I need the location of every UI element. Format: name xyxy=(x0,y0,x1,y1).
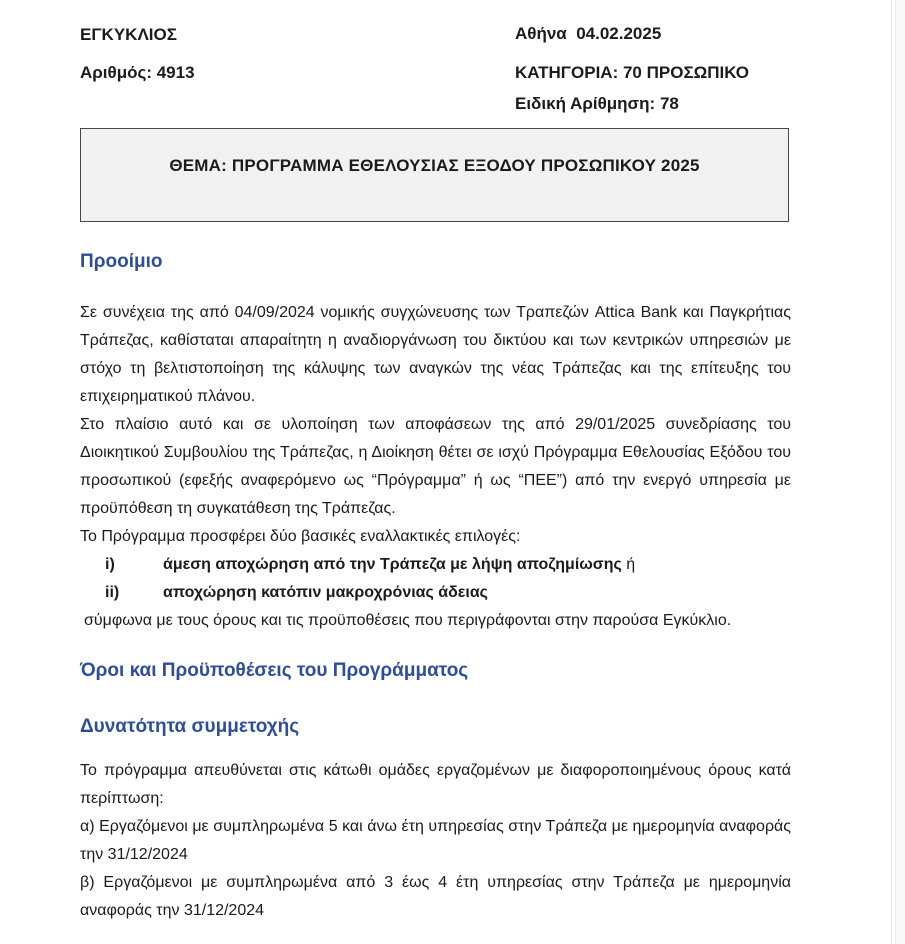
subject-box xyxy=(80,128,789,222)
scrollbar-track[interactable] xyxy=(895,0,905,944)
eligibility-item-b: β) Εργαζόμενοι με συμπληρωμένα από 3 έως 4 έτη υπηρεσίας στην Τράπεζα με ημερομηνία αναφοράς την 31/12/2024 xyxy=(80,874,791,919)
preamble-body xyxy=(80,299,791,635)
eligibility-item-a: α) Εργαζόμενοι με συμπληρωμένα 5 και άνω έτη υπηρεσίας στην Τράπεζα με ημερομηνία αναφοράς την 31/12/2024 xyxy=(80,818,791,863)
option-text: άμεση αποχώρηση από την Τράπεζα με λήψη αποζημίωσης ή xyxy=(163,556,636,573)
option-text: αποχώρηση κατόπιν μακροχρόνιας άδειας xyxy=(163,584,488,601)
preamble-paragraph-1: Σε συνέχεια της από 04/09/2024 νομικής συγχώνευσης των Τραπεζών Attica Bank και Παγκρήτιας Τράπεζας, καθίσταται απαραίτητη η αναδιοργάνωση του δικτύου και των κεντρικών υπηρεσιών με στόχο τη βελτιστοποίηση της κάλυψης των αναγκών της νέας Τράπεζας και της επίτευξης του επιχειρηματικού πλάνου. xyxy=(80,304,791,405)
section-heading-preamble: Προοίμιο xyxy=(80,251,163,272)
option-item-1 xyxy=(80,551,791,579)
option-item-2 xyxy=(80,579,791,607)
page-edge-divider xyxy=(891,0,892,944)
preamble-paragraph-2: Στο πλαίσιο αυτό και σε υλοποίηση των αποφάσεων της από 29/01/2025 συνεδρίασης του Διοικητικού Συμβουλίου της Τράπεζας, η Διοίκηση θέτει σε ισχύ Πρόγραμμα Εθελουσίας Εξόδου του προσωπικού (εφεξής αναφερόμενο ως “Πρόγραμμα” ή ως “ΠΕΕ”) από την ενεργό υπηρεσία με προϋπόθεση τη συγκατάθεση της Τράπεζας. xyxy=(80,416,791,517)
option-number: i) xyxy=(105,556,115,573)
special-numbering-label: Ειδική Αρίθμηση: 78 xyxy=(515,94,679,113)
section-heading-terms: Όροι και Προϋποθέσεις του Προγράμματος xyxy=(80,660,469,681)
subject-title: ΘΕΜΑ: ΠΡΟΓΡΑΜΜΑ ΕΘΕΛΟΥΣΙΑΣ ΕΞΟΔΟΥ ΠΡΟΣΩΠΙΚΟΥ 2025 xyxy=(169,156,700,175)
place-date-label: Αθήνα 04.02.2025 xyxy=(515,24,662,43)
category-label: ΚΑΤΗΓΟΡΙΑ: 70 ΠΡΟΣΩΠΙΚΟ xyxy=(515,63,749,82)
document-header xyxy=(80,0,791,120)
option-number: ii) xyxy=(105,584,120,601)
eligibility-body xyxy=(80,757,791,925)
doc-type-label: ΕΓΚΥΚΛΙΟΣ xyxy=(80,25,177,44)
eligibility-intro: Το πρόγραμμα απευθύνεται στις κάτωθι ομάδες εργαζομένων με διαφοροποιημένους όρους κατά περίπτωση: xyxy=(80,762,791,807)
options-intro: Το Πρόγραμμα προσφέρει δύο βασικές εναλλακτικές επιλογές: xyxy=(80,528,521,545)
section-heading-eligibility: Δυνατότητα συμμετοχής xyxy=(80,716,300,737)
options-outro: σύμφωνα με τους όρους και τις προϋποθέσεις που περιγράφονται στην παρούσα Εγκύκλιο. xyxy=(84,612,732,629)
doc-number-label: Αριθμός: 4913 xyxy=(80,63,195,82)
